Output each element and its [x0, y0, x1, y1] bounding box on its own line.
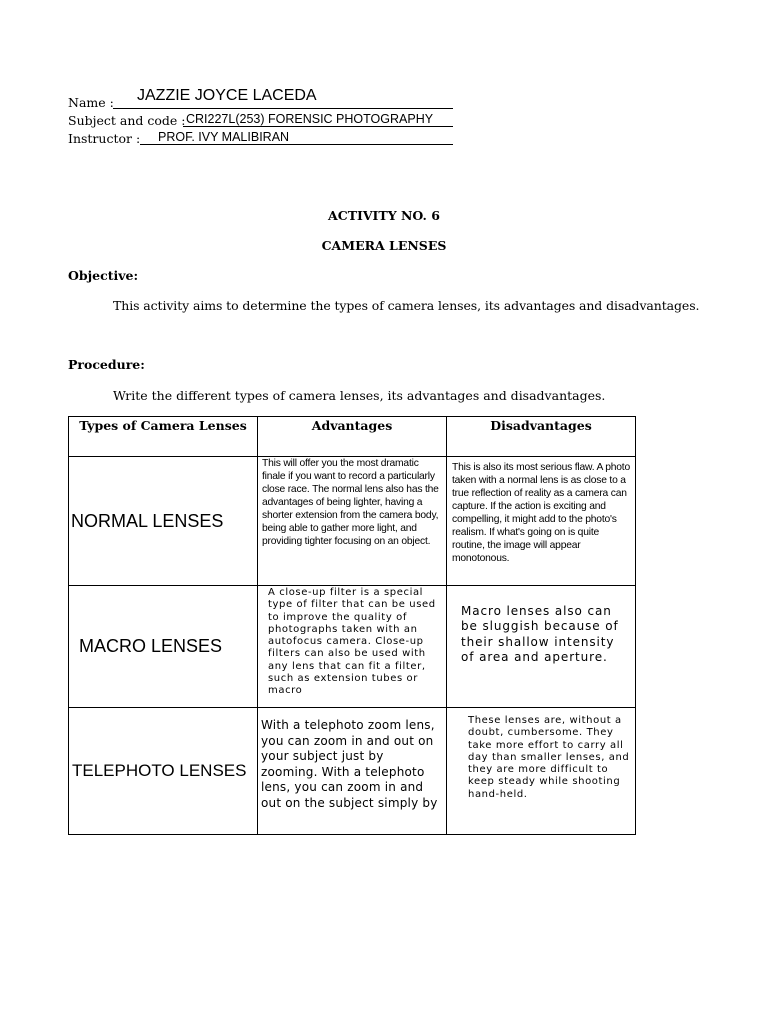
subject-value: CRI227L(253) FORENSIC PHOTOGRAPHY: [186, 112, 434, 126]
disadvantages-text: These lenses are, without a doubt, cumbersome. They take more effort to carry all day than smaller lenses, and they are more difficult to keep steady while shooting hand-held.: [468, 715, 630, 800]
disadvantages-cell: [447, 586, 636, 708]
disadvantages-cell: [447, 708, 636, 835]
lens-type: MACRO LENSES: [69, 586, 258, 708]
subject-underline: [183, 126, 453, 127]
header-types: Types of Camera Lenses: [69, 417, 258, 457]
advantages-text: This will offer you the most dramatic finale if you want to record a particularly close race. The normal lens also has the advantages of being lighter, having a shorter extension from the camera body, being able to gather more light, and providing tighter focusing on an object.: [262, 458, 439, 547]
instructor-label: Instructor :: [68, 131, 141, 146]
table-row: [69, 457, 636, 586]
subject-label: Subject and code :: [68, 113, 186, 128]
lens-type: TELEPHOTO LENSES: [69, 708, 258, 835]
header-advantages: Advantages: [258, 417, 447, 457]
advantages-cell: [258, 708, 447, 835]
advantages-cell: [258, 457, 447, 586]
header-disadvantages: Disadvantages: [447, 417, 636, 457]
table-header-row: [69, 417, 636, 457]
instructor-underline: [140, 144, 453, 145]
name-underline: [113, 108, 453, 109]
instructor-value: PROF. IVY MALIBIRAN: [158, 130, 290, 144]
advantages-text: A close-up filter is a special type of filter that can be used to improve the quality of photographs taken with an autofocus camera. Close-up filters can also be used with any lens that can fit a filter, such as extension tubes or macro: [268, 587, 436, 697]
camera-lenses-table: [68, 416, 636, 835]
procedure-text: Write the different types of camera lenses, its advantages and disadvantages.: [113, 388, 606, 403]
table-row: [69, 708, 636, 835]
name-value: JAZZIE JOYCE LACEDA: [137, 87, 317, 104]
disadvantages-text: This is also its most serious flaw. A photo taken with a normal lens is as close to a true reflection of reality as a camera can capture. If the action is exciting and compelling, it might add to the photo's realism. If what's going on is quite routine, the image will appear monotonous.: [452, 462, 630, 564]
procedure-heading: Procedure:: [68, 357, 145, 372]
lens-type: NORMAL LENSES: [69, 457, 258, 586]
objective-text: This activity aims to determine the types of camera lenses, its advantages and disadvantages.: [113, 298, 700, 313]
name-label: Name :: [68, 95, 114, 110]
disadvantages-cell: [447, 457, 636, 586]
table-row: [69, 586, 636, 708]
activity-title: CAMERA LENSES: [321, 238, 447, 253]
disadvantages-text: Macro lenses also can be sluggish because of their shallow intensity of area and aperture.: [461, 604, 619, 665]
advantages-text: With a telephoto zoom lens, you can zoom in and out on your subject just by zooming. With a telephoto lens, you can zoom in and out on the subject simply by: [261, 718, 438, 810]
activity-number: ACTIVITY NO. 6: [328, 208, 440, 223]
advantages-cell: [258, 586, 447, 708]
objective-heading: Objective:: [68, 268, 139, 283]
